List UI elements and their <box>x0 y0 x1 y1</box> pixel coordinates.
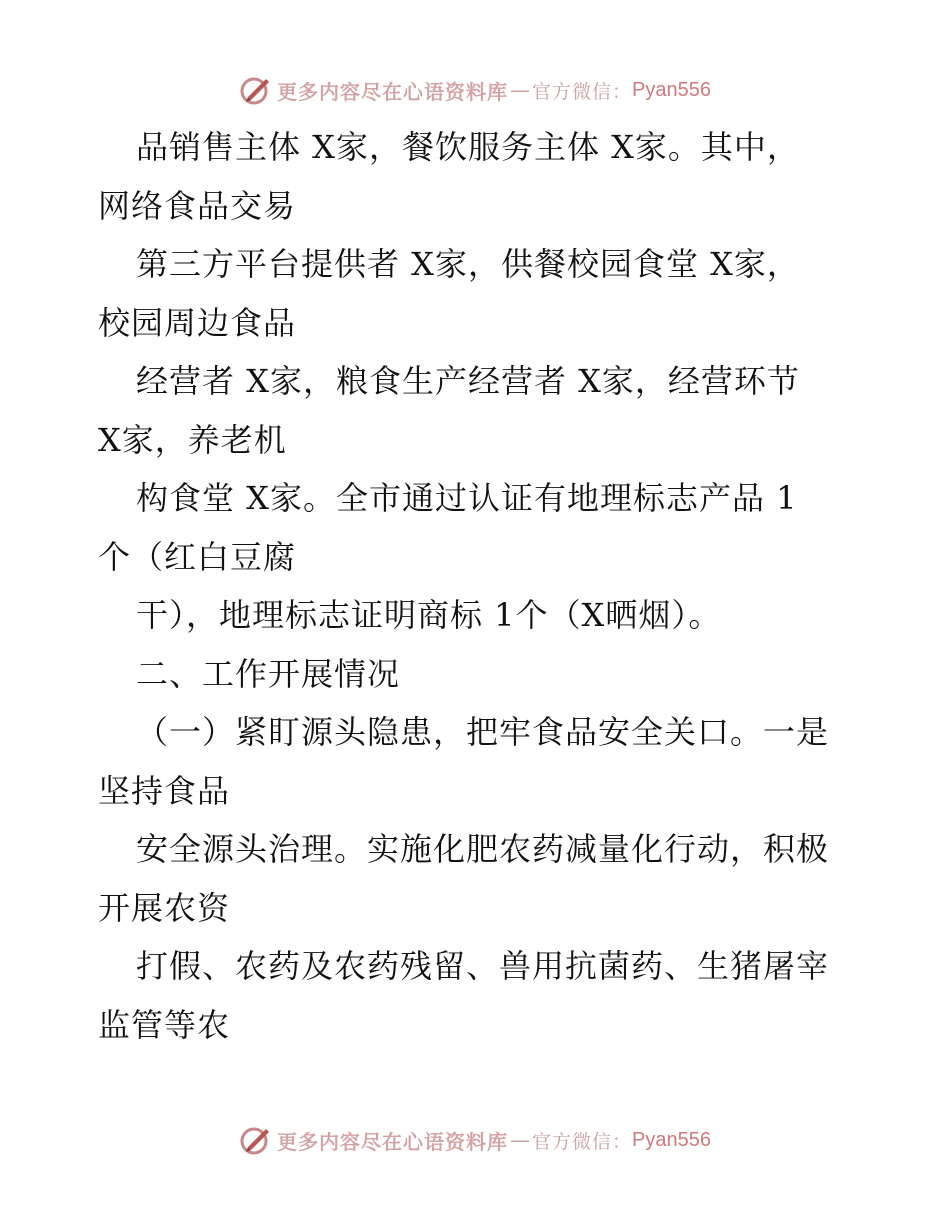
body-line: 打假、农药及农药残留、兽用抗菌药、生猪屠宰 <box>136 947 830 985</box>
footer-watermark <box>0 1120 950 1160</box>
pen-logo-icon <box>239 1123 273 1157</box>
watermark-text: 更多内容尽在心语资料库 <box>277 79 508 104</box>
body-line: 个（红白豆腐 <box>98 537 297 576</box>
wechat-id: Pyan556 <box>632 1128 711 1151</box>
body-line: 构食堂 X家。全市通过认证有地理标志产品 1 <box>136 479 798 517</box>
header-watermark <box>0 70 950 110</box>
document-body <box>98 118 868 1054</box>
watermark-dash: — <box>510 1128 530 1152</box>
watermark-text: 更多内容尽在心语资料库 <box>277 1129 508 1154</box>
body-line: 校园周边食品 <box>98 303 297 342</box>
body-line: （一）紧盯源头隐患，把牢食品安全关口。一是 <box>136 713 830 751</box>
body-line: 网络食品交易 <box>98 186 297 225</box>
body-line: 开展农资 <box>98 888 231 927</box>
watermark-dash: — <box>510 78 530 102</box>
body-line: 品销售主体 X家，餐饮服务主体 X家。其中， <box>136 128 800 166</box>
section-heading: 二、工作开展情况 <box>136 654 401 693</box>
body-line: 经营者 X家，粮食生产经营者 X家，经营环节 <box>136 362 800 400</box>
wechat-id: Pyan556 <box>632 78 711 101</box>
wechat-label: 官方微信： <box>532 80 633 103</box>
body-line: 第三方平台提供者 X家，供餐校园食堂 X家， <box>136 245 800 283</box>
body-line: X家，养老机 <box>98 420 287 459</box>
body-line: 监管等农 <box>98 1005 231 1044</box>
pen-logo-icon <box>239 73 273 107</box>
body-line: 坚持食品 <box>98 771 231 810</box>
wechat-label: 官方微信： <box>532 1130 633 1153</box>
body-line: 干），地理标志证明商标 1个（X晒烟）。 <box>136 596 722 634</box>
body-line: 安全源头治理。实施化肥农药减量化行动，积极 <box>136 830 830 868</box>
